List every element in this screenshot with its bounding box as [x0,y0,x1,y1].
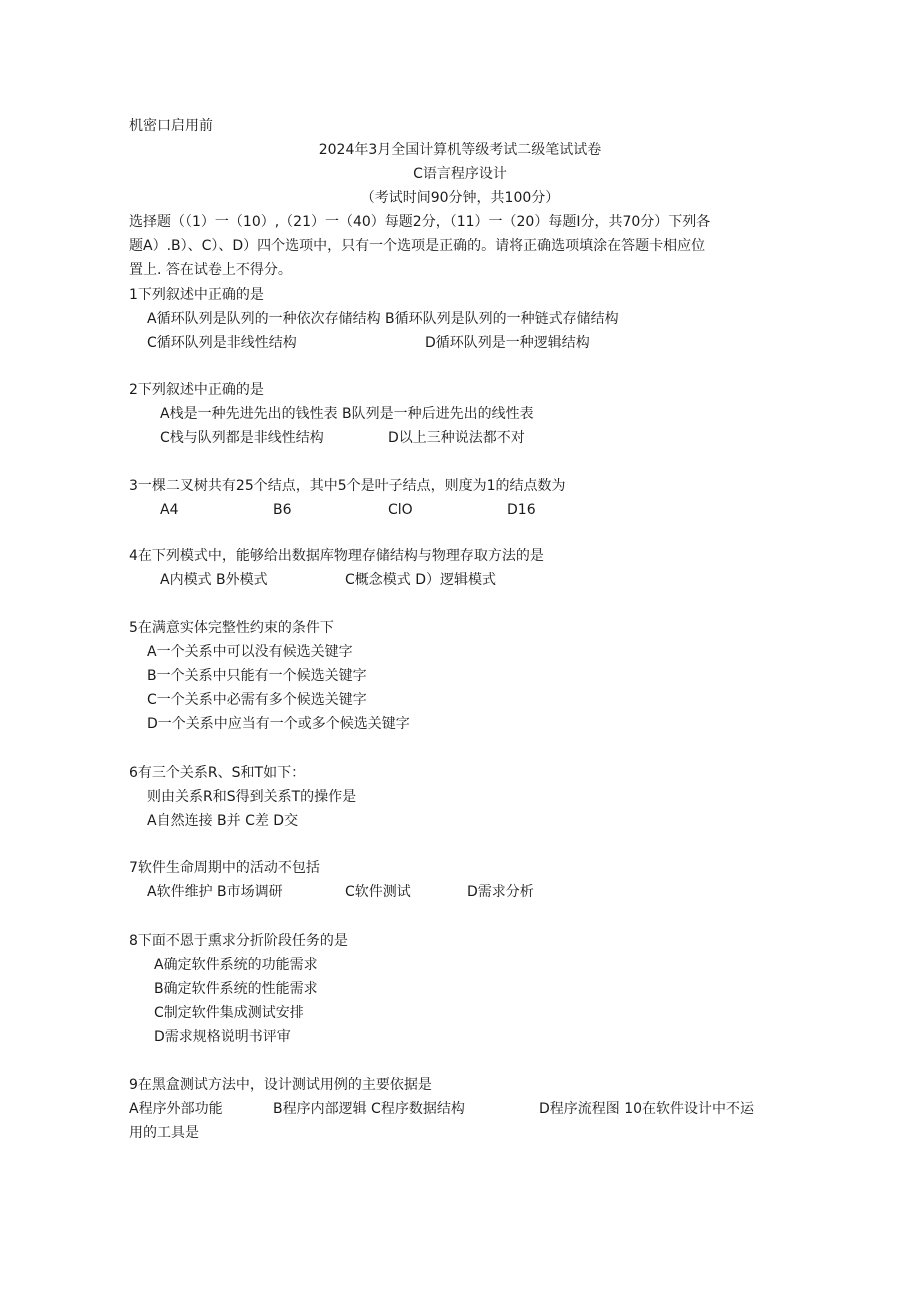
question-stem: 7软件生命周期中的活动不包括 [129,860,320,876]
question-option: B6 [273,502,292,518]
question-stem: 3一棵二叉树共有25个结点，其中5个是叶子结点，则度为1的结点数为 [129,478,566,494]
question-option: C栈与队列都是非线性结构 [160,430,324,446]
question-stem: 2下列叙述中正确的是 [129,382,264,398]
question-option: A4 [160,502,179,518]
question-stem: 4在下列模式中，能够给出数据库物理存储结构与物理存取方法的是 [129,548,544,564]
question-option: A确定软件系统的功能需求 [154,957,318,973]
question-option: D程序流程图 10在软件设计中不运 [539,1101,755,1117]
question-option: ClO [388,502,413,518]
question-option: D需求规格说明书评审 [154,1029,291,1045]
question-stem: 1下列叙述中正确的是 [129,287,264,303]
question-option: C概念模式 D）逻辑模式 [345,572,497,588]
question-stem: 5在满意实体完整性约束的条件下 [129,620,334,636]
question-option: A内模式 B外模式 [160,572,268,588]
question-option: D16 [507,502,536,518]
question-option: C一个关系中必需有多个候选关键字 [147,692,367,708]
exam-time-info: （考试时间90分钟，共100分） [360,190,560,206]
question-option: B程序内部逻辑 C程序数据结构 [273,1101,465,1117]
question-option: D需求分析 [467,884,534,900]
question-stem: 6有三个关系R、S和T如下： [129,765,306,781]
question-stem-continued: 则由关系R和S得到关系T的操作是 [147,789,357,805]
question-option: C软件测试 [345,884,411,900]
question-option: A栈是一种先进先出的钱性表 B队列是一种后进先出的线性表 [160,406,534,422]
question-option: A自然连接 B并 C差 D交 [147,813,299,829]
question-option: B一个关系中只能有一个候选关键字 [147,668,367,684]
question-option: A程序外部功能 [129,1101,223,1117]
question-option: A循环队列是队列的一种依次存储结构 B循环队列是队列的一种链式存储结构 [147,311,619,327]
question-option: A一个关系中可以没有候选关键字 [147,644,353,660]
question-stem: 9在黑盒测试方法中，设计测试用例的主要依据是 [129,1077,432,1093]
question-option: D以上三种说法都不对 [388,430,525,446]
instructions-line: 题A）.B）、C）、D）四个选项中，只有一个选项是正确的。请将正确选项填涂在答题卡相应位 [129,238,706,254]
question-option: C循环队列是非线性结构 [147,335,297,351]
question-option: C制定软件集成测试安排 [154,1005,304,1021]
question-option: D一个关系中应当有一个或多个候选关键字 [147,716,410,732]
question-option: A软件维护 B市场调研 [147,884,283,900]
question-option: B确定软件系统的性能需求 [154,981,318,997]
question-stem: 8下面不恩于熏求分折阶段任务的是 [129,933,348,949]
instructions-line: 选择题（（1）一（10）,（21）一（40）每题2分，（11）一（20）每题I分，共70分）下列各 [129,214,711,230]
secret-mark: 机密口启用前 [129,118,213,134]
question-stem-continued: 用的工具是 [129,1125,199,1141]
exam-subject: C语言程序设计 [413,166,507,182]
instructions-line: 置上. 答在试卷上不得分。 [129,262,292,278]
question-option: D循环队列是一种逻辑结构 [425,335,590,351]
exam-title: 2024年3月全国计算机等级考试二级笔试试卷 [318,142,602,158]
